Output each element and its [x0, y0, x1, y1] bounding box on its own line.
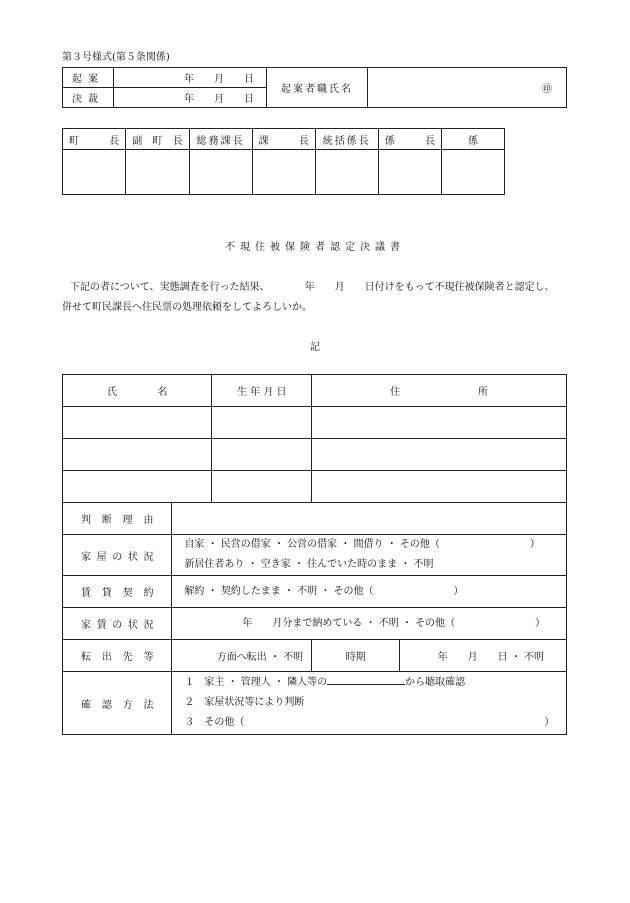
stamp-box[interactable] — [441, 150, 504, 195]
stamp-box[interactable] — [63, 150, 126, 195]
row-label-lease-contract: 賃 貸 契 約 — [63, 576, 172, 608]
draft-date[interactable]: 年 月 日 — [114, 68, 267, 88]
seal-mark: ㊞ — [542, 84, 552, 95]
ki-heading: 記 — [310, 342, 320, 353]
drafter-name-field[interactable] — [368, 68, 567, 108]
stamp-box[interactable] — [126, 150, 189, 195]
body-text-line-2: 併せて町民課長へ住民票の処理依頼をしてよろしいか。 — [62, 302, 312, 313]
row-label-confirmation-method: 確 認 方 法 — [63, 672, 172, 735]
drafter-name-label: 起案者職氏名 — [267, 68, 368, 108]
stamp-table — [62, 128, 505, 195]
stamp-header-supervising-chief: 統括係長 — [315, 129, 378, 150]
decision-date[interactable]: 年 月 日 — [114, 88, 267, 108]
stamp-header-section-chief: 課 長 — [252, 129, 315, 150]
approval-table — [62, 67, 567, 108]
row-label-house-status: 家 屋 の 状 況 — [63, 535, 172, 576]
birthdate-field[interactable] — [212, 407, 312, 439]
hearing-source-blank[interactable] — [327, 674, 405, 685]
name-field[interactable] — [63, 407, 212, 439]
house-status-options[interactable]: 自家 ・ 民営の借家 ・ 公営の借家 ・ 間借り ・ その他（ ） 新居住者あり ・ 空き家 ・ 住んでいた時のまま ・ 不明 — [172, 535, 567, 576]
stamp-header-unit-chief: 係 長 — [378, 129, 441, 150]
stamp-box[interactable] — [315, 150, 378, 195]
stamp-header-staff: 係 — [441, 129, 504, 150]
period-field[interactable]: 年 月 日 ・ 不明 — [400, 640, 567, 672]
address-field[interactable] — [312, 439, 567, 471]
row-label-judgment-reason: 判 断 理 由 — [63, 503, 172, 535]
address-field[interactable] — [312, 407, 567, 439]
form-number: 第３号様式(第５条関係) — [62, 52, 170, 63]
decision-label: 決裁 — [63, 88, 114, 108]
body-text-line-1: 下記の者について、実態調査を行った結果、 年 月 日付けをもって不現住被保険者と認定し、 — [70, 282, 555, 293]
moveout-destination-field[interactable]: 方面へ転出 ・ 不明 — [172, 640, 312, 672]
name-field[interactable] — [63, 439, 212, 471]
lease-contract-options[interactable]: 解約 ・ 契約したまま ・ 不明 ・ その他（ ） — [172, 576, 567, 608]
name-field[interactable] — [63, 471, 212, 503]
birthdate-field[interactable] — [212, 439, 312, 471]
stamp-box[interactable] — [252, 150, 315, 195]
address-field[interactable] — [312, 471, 567, 503]
header-name: 氏 名 — [63, 375, 212, 407]
draft-label: 起案 — [63, 68, 114, 88]
stamp-box[interactable] — [189, 150, 252, 195]
row-label-rent-status: 家 賃 の 状 況 — [63, 608, 172, 640]
header-address: 住 所 — [312, 375, 567, 407]
document-title: 不現住被保険者認定決議書 — [225, 242, 405, 253]
header-birthdate: 生 年 月 日 — [212, 375, 312, 407]
birthdate-field[interactable] — [212, 471, 312, 503]
judgment-reason-field[interactable] — [172, 503, 567, 535]
subject-table — [62, 374, 567, 735]
period-label: 時期 — [312, 640, 400, 672]
row-label-moveout-destination: 転 出 先 等 — [63, 640, 172, 672]
stamp-header-general-affairs: 総務課長 — [189, 129, 252, 150]
rent-status-options[interactable]: 年 月分まで納めている ・ 不明 ・ その他（ ） — [172, 608, 567, 640]
confirmation-method-options[interactable]: １ 家主 ・ 管理人 ・ 隣人等の から聴取確認 ２ 家屋状況等により判断 ３ その他（ ） — [172, 672, 567, 735]
stamp-box[interactable] — [378, 150, 441, 195]
stamp-header-mayor: 町 長 — [63, 129, 126, 150]
stamp-header-deputy-mayor: 副 町 長 — [126, 129, 189, 150]
